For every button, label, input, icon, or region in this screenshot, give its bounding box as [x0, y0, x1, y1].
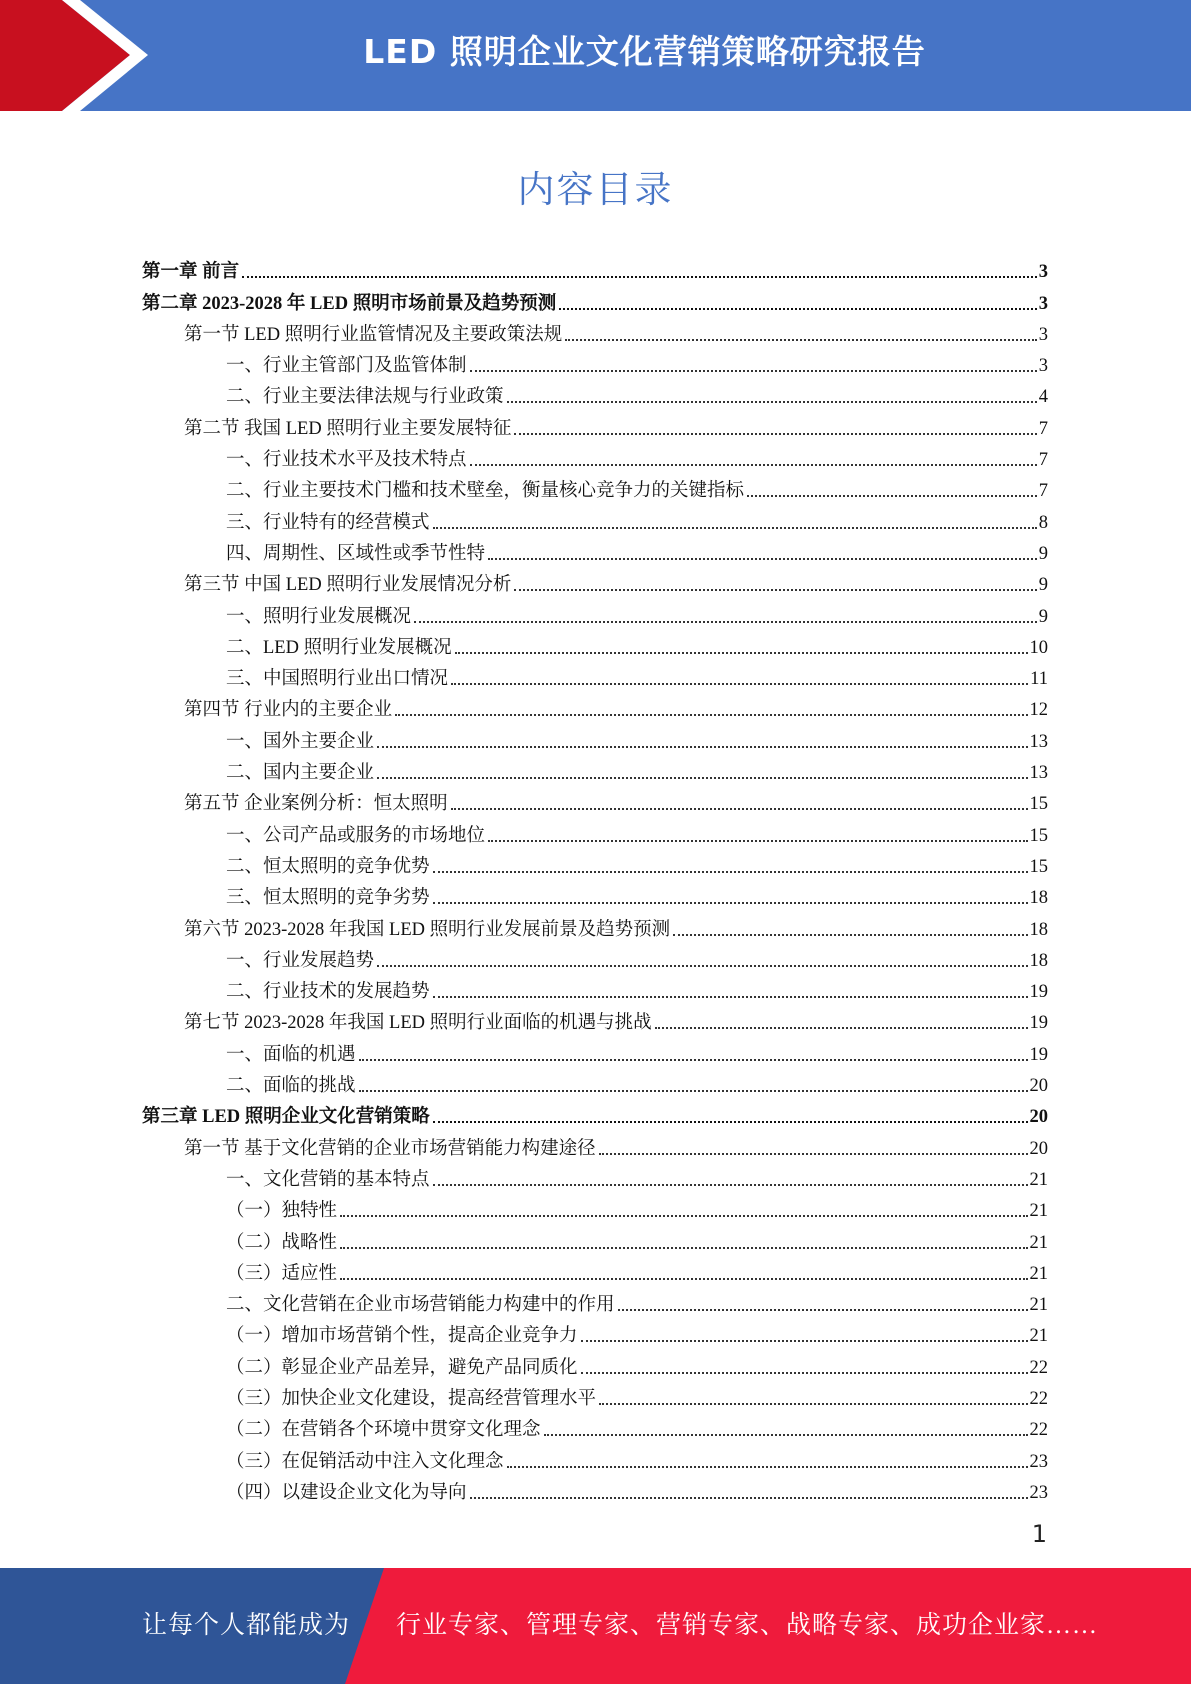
dot-leader [655, 1026, 1028, 1029]
toc-entry[interactable] [142, 284, 1048, 315]
toc-entry[interactable] [142, 1411, 1048, 1442]
toc-entry-title: （三）适应性 [226, 1263, 338, 1284]
toc-entry-title: 二、恒太照明的竞争优势 [226, 856, 430, 877]
toc-entry[interactable] [142, 942, 1048, 973]
dot-leader [455, 651, 1028, 654]
toc-entry[interactable] [142, 409, 1048, 440]
toc-entry-page: 13 [1029, 763, 1048, 784]
toc-entry-page: 21 [1029, 1326, 1048, 1347]
toc-entry-title: 第三节 中国 LED 照明行业发展情况分析 [184, 575, 512, 596]
toc-entry-page: 3 [1038, 293, 1048, 314]
toc-entry-page: 15 [1029, 856, 1048, 877]
toc-entry-page: 21 [1029, 1201, 1048, 1222]
dot-leader [340, 1214, 1027, 1217]
toc-entry-title: 第二章 2023-2028 年 LED 照明市场前景及趋势预测 [142, 293, 557, 314]
dot-leader [507, 1465, 1028, 1468]
dot-leader [414, 620, 1037, 623]
toc-entry-page: 11 [1030, 669, 1048, 690]
toc-entry[interactable] [142, 691, 1048, 722]
toc-entry[interactable] [142, 973, 1048, 1004]
toc-entry-title: （二）在营销各个环境中贯穿文化理念 [226, 1420, 541, 1441]
dot-leader [359, 1089, 1028, 1092]
toc-entry-page: 10 [1029, 637, 1048, 658]
dot-leader [544, 1433, 1028, 1436]
toc-entry[interactable] [142, 754, 1048, 785]
toc-entry-title: 四、周期性、区域性或季节性特 [226, 543, 486, 564]
table-of-contents [142, 253, 1048, 1505]
dot-leader [747, 494, 1037, 497]
toc-entry-title: 第六节 2023-2028 年我国 LED 照明行业发展前景及趋势预测 [184, 919, 671, 940]
toc-entry[interactable] [142, 1098, 1048, 1129]
dot-leader [470, 463, 1037, 466]
toc-entry-title: 一、公司产品或服务的市场地位 [226, 825, 486, 846]
toc-entry[interactable] [142, 503, 1048, 534]
toc-entry-title: 一、文化营销的基本特点 [226, 1169, 430, 1190]
toc-entry-page: 18 [1029, 919, 1048, 940]
dot-leader [507, 400, 1037, 403]
toc-entry[interactable] [142, 1474, 1048, 1505]
toc-entry-page: 21 [1029, 1232, 1048, 1253]
toc-entry-page: 7 [1038, 450, 1048, 471]
toc-entry-title: （二）彰显企业产品差异，避免产品同质化 [226, 1357, 578, 1378]
dot-leader [618, 1308, 1028, 1311]
toc-entry-page: 19 [1029, 1013, 1048, 1034]
toc-entry[interactable] [142, 1067, 1048, 1098]
toc-entry-title: 第一章 前言 [142, 262, 240, 283]
toc-entry[interactable] [142, 1442, 1048, 1473]
dot-leader [470, 1496, 1028, 1499]
toc-entry-title: 二、LED 照明行业发展概况 [226, 637, 452, 658]
toc-entry-page: 20 [1029, 1107, 1048, 1128]
toc-entry[interactable] [142, 848, 1048, 879]
toc-entry-page: 9 [1038, 606, 1048, 627]
dot-leader [377, 776, 1027, 779]
toc-entry[interactable] [142, 629, 1048, 660]
toc-entry-title: 一、行业主管部门及监管体制 [226, 356, 467, 377]
toc-entry[interactable] [142, 879, 1048, 910]
dot-leader [377, 745, 1027, 748]
toc-entry-title: （三）加快企业文化建设，提高经营管理水平 [226, 1388, 597, 1409]
toc-entry-title: 第七节 2023-2028 年我国 LED 照明行业面临的机遇与挑战 [184, 1013, 652, 1034]
toc-entry[interactable] [142, 472, 1048, 503]
toc-entry[interactable] [142, 1286, 1048, 1317]
toc-entry[interactable] [142, 1380, 1048, 1411]
footer-slogan-right: 行业专家、管理专家、营销专家、战略专家、成功企业家…… [396, 1612, 1099, 1639]
toc-entry[interactable] [142, 785, 1048, 816]
toc-entry-title: 二、文化营销在企业市场营销能力构建中的作用 [226, 1295, 615, 1316]
toc-entry[interactable] [142, 1348, 1048, 1379]
toc-entry-title: （一）独特性 [226, 1201, 338, 1222]
toc-entry-title: 第一节 基于文化营销的企业市场营销能力构建途径 [184, 1138, 596, 1159]
toc-entry-page: 18 [1029, 950, 1048, 971]
dot-leader [359, 1058, 1028, 1061]
toc-entry-page: 3 [1038, 324, 1048, 345]
toc-entry[interactable] [142, 316, 1048, 347]
dot-leader [451, 682, 1028, 685]
toc-entry-page: 20 [1029, 1076, 1048, 1097]
dot-leader [433, 526, 1037, 529]
toc-entry-page: 15 [1029, 825, 1048, 846]
dot-leader [673, 933, 1027, 936]
toc-entry-title: 一、面临的机遇 [226, 1044, 356, 1065]
toc-entry-page: 7 [1038, 481, 1048, 502]
toc-entry[interactable] [142, 1317, 1048, 1348]
toc-entry[interactable] [142, 1161, 1048, 1192]
toc-entry-title: 第四节 行业内的主要企业 [184, 700, 393, 721]
toc-entry-title: （三）在促销活动中注入文化理念 [226, 1451, 504, 1472]
toc-entry-page: 21 [1029, 1169, 1048, 1190]
toc-entry[interactable] [142, 1004, 1048, 1035]
toc-entry-page: 18 [1029, 888, 1048, 909]
toc-entry-page: 23 [1029, 1451, 1048, 1472]
toc-entry[interactable] [142, 1255, 1048, 1286]
toc-entry-title: 二、国内主要企业 [226, 763, 375, 784]
toc-entry-title: 二、行业主要技术门槛和技术壁垒，衡量核心竞争力的关键指标 [226, 481, 745, 502]
toc-entry-title: 一、行业技术水平及技术特点 [226, 450, 467, 471]
dot-leader [488, 839, 1027, 842]
header-banner [0, 0, 1191, 111]
toc-entry[interactable] [142, 347, 1048, 378]
dot-leader [451, 807, 1028, 810]
dot-leader [433, 1183, 1028, 1186]
toc-entry-page: 3 [1038, 356, 1048, 377]
toc-entry-title: 二、行业技术的发展趋势 [226, 982, 430, 1003]
dot-leader [433, 1120, 1028, 1123]
toc-entry-title: 三、行业特有的经营模式 [226, 512, 430, 533]
toc-entry-page: 8 [1038, 512, 1048, 533]
toc-entry-page: 13 [1029, 731, 1048, 752]
toc-entry-title: 第二节 我国 LED 照明行业主要发展特征 [184, 418, 512, 439]
dot-leader [470, 369, 1037, 372]
toc-entry-title: 二、行业主要法律法规与行业政策 [226, 387, 504, 408]
toc-entry[interactable] [142, 535, 1048, 566]
page-number: 1 [1031, 1520, 1047, 1548]
toc-entry-title: 一、行业发展趋势 [226, 950, 375, 971]
toc-entry[interactable] [142, 253, 1048, 284]
toc-entry[interactable] [142, 1129, 1048, 1160]
toc-entry-page: 4 [1038, 387, 1048, 408]
dot-leader [514, 588, 1036, 591]
toc-entry[interactable] [142, 910, 1048, 941]
dot-leader [581, 1371, 1028, 1374]
dot-leader [599, 1152, 1028, 1155]
dot-leader [395, 713, 1027, 716]
toc-entry-title: （二）战略性 [226, 1232, 338, 1253]
toc-entry-page: 22 [1029, 1357, 1048, 1378]
toc-entry-page: 3 [1038, 262, 1048, 283]
toc-entry-title: 一、照明行业发展概况 [226, 606, 412, 627]
toc-entry[interactable] [142, 597, 1048, 628]
dot-leader [242, 275, 1037, 278]
dot-leader [340, 1277, 1027, 1280]
toc-entry-title: （四）以建设企业文化为导向 [226, 1482, 467, 1503]
toc-entry-page: 23 [1029, 1482, 1048, 1503]
toc-entry[interactable] [142, 378, 1048, 409]
toc-entry-page: 22 [1029, 1420, 1048, 1441]
dot-leader [433, 995, 1028, 998]
toc-entry-page: 20 [1029, 1138, 1048, 1159]
dot-leader [599, 1402, 1027, 1405]
toc-entry-page: 7 [1038, 418, 1048, 439]
toc-entry-page: 9 [1038, 543, 1048, 564]
toc-entry-page: 22 [1029, 1388, 1048, 1409]
dot-leader [488, 557, 1037, 560]
toc-entry-title: 第五节 企业案例分析：恒太照明 [184, 794, 448, 815]
toc-entry[interactable] [142, 722, 1048, 753]
toc-entry-title: 第一节 LED 照明行业监管情况及主要政策法规 [184, 324, 563, 345]
dot-leader [433, 901, 1028, 904]
toc-entry-page: 19 [1029, 1044, 1048, 1065]
toc-entry-title: 三、恒太照明的竞争劣势 [226, 888, 430, 909]
footer-slogan-left: 让每个人都能成为 [142, 1612, 351, 1639]
report-title: LED 照明企业文化营销策略研究报告 [363, 32, 926, 71]
toc-entry[interactable] [142, 660, 1048, 691]
toc-entry-page: 15 [1029, 794, 1048, 815]
toc-entry[interactable] [142, 1035, 1048, 1066]
toc-entry[interactable] [142, 566, 1048, 597]
toc-entry-page: 21 [1029, 1263, 1048, 1284]
toc-entry-title: 三、中国照明行业出口情况 [226, 669, 449, 690]
toc-entry[interactable] [142, 1223, 1048, 1254]
toc-entry[interactable] [142, 1192, 1048, 1223]
dot-leader [581, 1339, 1028, 1342]
dot-leader [559, 307, 1037, 310]
toc-entry[interactable] [142, 816, 1048, 847]
dot-leader [340, 1246, 1027, 1249]
toc-entry-page: 21 [1029, 1295, 1048, 1316]
toc-entry-title: 二、面临的挑战 [226, 1076, 356, 1097]
footer-banner [0, 1568, 1191, 1684]
toc-entry-page: 12 [1029, 700, 1048, 721]
toc-heading: 内容目录 [517, 168, 674, 211]
dot-leader [565, 338, 1037, 341]
toc-entry-title: 一、国外主要企业 [226, 731, 375, 752]
dot-leader [433, 870, 1028, 873]
toc-entry-page: 9 [1038, 575, 1048, 596]
dot-leader [377, 964, 1027, 967]
toc-entry[interactable] [142, 441, 1048, 472]
dot-leader [514, 432, 1036, 435]
toc-entry-page: 19 [1029, 982, 1048, 1003]
toc-entry-title: 第三章 LED 照明企业文化营销策略 [142, 1107, 430, 1128]
toc-entry-title: （一）增加市场营销个性，提高企业竞争力 [226, 1326, 578, 1347]
